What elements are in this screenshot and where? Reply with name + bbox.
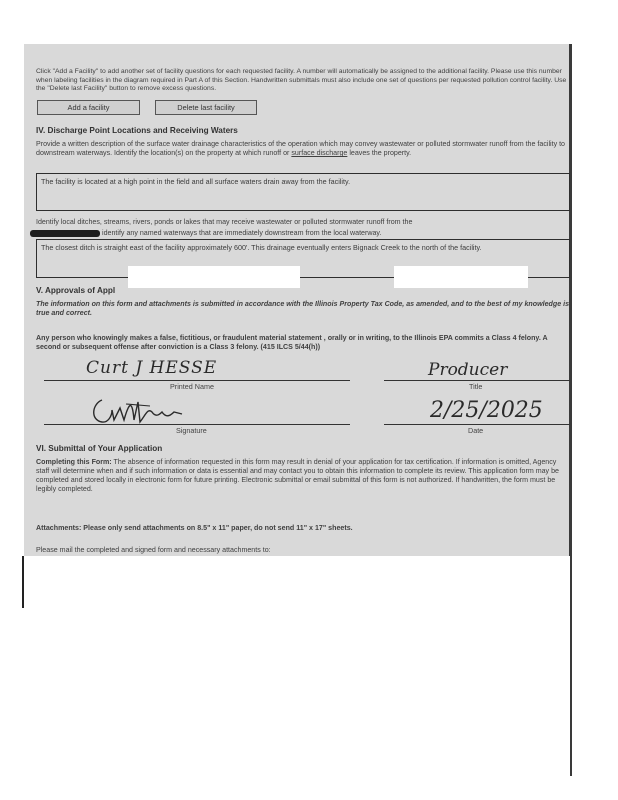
date-value: 2/25/2025 — [430, 398, 543, 423]
drainage-prompt-text: Provide a written description of the surface water drainage characteristics of the operation which may convey wastewater or polluted stormwater runoff from the facility to downstream waterways. Identify the location(s) on the property at which runoff or — [36, 140, 565, 157]
drainage-prompt-end: leaves the property. — [347, 149, 412, 157]
date-label: Date — [468, 426, 484, 435]
blank-lower-area — [24, 556, 570, 776]
completing-form-text — [36, 458, 570, 494]
title-label: Title — [469, 382, 483, 391]
redaction-mark — [30, 230, 100, 237]
section-6-title: VI. Submittal of Your Application — [36, 444, 163, 453]
drainage-answer: The facility is located at a high point in the field and all surface waters drain away from the facility. — [41, 177, 351, 186]
waterways-prompt-cont: identify any named waterways that are immediately downstream from the local waterway. — [102, 229, 382, 237]
delete-facility-button[interactable]: Delete last facility — [155, 100, 257, 115]
section-4-title: IV. Discharge Point Locations and Receiving Waters — [36, 126, 238, 135]
felony-statement: Any person who knowingly makes a false, fictitious, or fraudulent material statement , orally or in writing, to the Illinois EPA commits a Class 4 felony. A second or subsequent offense after conviction is a Class 3 felony. (415 ILCS 5/44(h)) — [36, 334, 548, 351]
redaction-block-left — [128, 266, 300, 288]
waterways-answer: The closest ditch is straight east of the facility approximately 600'. This drainage eventually enters Bignack Creek to the north of the facility. — [41, 243, 482, 252]
printed-name-value: Curt J HESSE — [86, 358, 218, 378]
facility-instructions: Click "Add a Facility" to add another set of facility questions for each requested facility. A number will automatically be assigned to the additional facility. Please use this number when labeling facilities in the diagram required in Part A of this Section. Handwritten submittals must also include one set of questions per requested pollution control facility. Use the "Delete last Facility" button to remove excess questions. — [36, 68, 567, 93]
section-5-title: V. Approvals of Appl — [36, 286, 116, 295]
mail-instructions: Please mail the completed and signed form and necessary attachments to: — [36, 546, 271, 554]
certification-statement: The information on this form and attachments is submitted in accordance with the Illinois Property Tax Code, as amended, and to the best of my knowledge is true and correct. — [36, 300, 570, 317]
drainage-answer-field[interactable] — [36, 173, 570, 211]
attachments-note: Attachments: Please only send attachments on 8.5" x 11" paper, do not send 11" x 17" sheets. — [36, 524, 353, 532]
title-value: Producer — [428, 360, 508, 380]
signature-label: Signature — [176, 426, 207, 435]
completing-form-heading: Completing this Form: — [36, 458, 112, 466]
printed-name-line — [44, 380, 350, 381]
drainage-prompt — [36, 140, 572, 158]
add-facility-button[interactable]: Add a facility — [37, 100, 140, 115]
redaction-block-right — [394, 266, 528, 288]
waterways-prompt: Identify local ditches, streams, rivers, ponds or lakes that may receive wastewater or polluted stormwater runoff from the — [36, 218, 413, 226]
drainage-prompt-underlined: surface discharge — [291, 149, 348, 157]
signature-mark — [86, 392, 206, 428]
date-line — [384, 424, 570, 425]
printed-name-label: Printed Name — [170, 382, 214, 391]
title-line — [384, 380, 570, 381]
signature-line — [44, 424, 350, 425]
completing-form-body: The absence of information requested in this form may result in denial of your application for tax certification. If information is omitted, Agency staff will determine when and if such information or data is essential and may contact you to obtain this information to complete its review. This application form may be completed and stored locally in electronic form for future printing. Electronic submittal or email submittal of this form is not authorized. If handwritten, the form must be legibly completed. — [36, 458, 559, 493]
